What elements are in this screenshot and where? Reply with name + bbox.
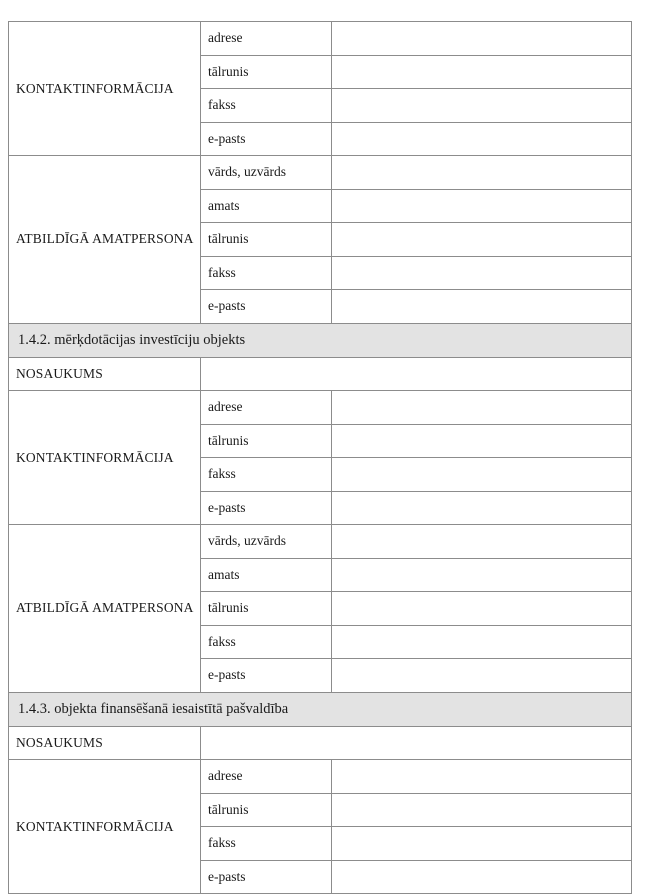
table-row <box>9 22 632 56</box>
field-label-talrunis: tālrunis <box>201 223 332 257</box>
field-label-talrunis: tālrunis <box>201 793 332 827</box>
group-label-kontaktinformacija: KONTAKTINFORMĀCIJA <box>9 391 201 525</box>
form-table-body <box>9 22 632 894</box>
field-label-talrunis: tālrunis <box>201 592 332 626</box>
table-row <box>9 391 632 425</box>
field-value-e-pasts[interactable] <box>332 290 632 324</box>
field-label-e-pasts: e-pasts <box>201 860 332 894</box>
field-label-adrese: adrese <box>201 760 332 794</box>
group-label-atbildiga-amatpersona: ATBILDĪGĀ AMATPERSONA <box>9 156 201 324</box>
field-label-nosaukums: NOSAUKUMS <box>9 357 201 391</box>
field-label-talrunis: tālrunis <box>201 55 332 89</box>
field-value-fakss[interactable] <box>332 89 632 123</box>
group-label-kontaktinformacija: KONTAKTINFORMĀCIJA <box>9 22 201 156</box>
field-value-talrunis[interactable] <box>332 424 632 458</box>
investment-object-form-table <box>8 21 632 894</box>
field-value-fakss[interactable] <box>332 625 632 659</box>
field-value-fakss[interactable] <box>332 256 632 290</box>
field-value-talrunis[interactable] <box>332 223 632 257</box>
field-value-amats[interactable] <box>332 189 632 223</box>
field-label-fakss: fakss <box>201 827 332 861</box>
field-label-fakss: fakss <box>201 625 332 659</box>
field-value-nosaukums[interactable] <box>201 726 632 760</box>
table-row <box>9 726 632 760</box>
field-value-fakss[interactable] <box>332 827 632 861</box>
field-value-talrunis[interactable] <box>332 793 632 827</box>
field-label-e-pasts: e-pasts <box>201 122 332 156</box>
section-heading-1-4-2: 1.4.2. mērķdotācijas investīciju objekts <box>9 323 632 357</box>
field-label-e-pasts: e-pasts <box>201 491 332 525</box>
field-value-fakss[interactable] <box>332 458 632 492</box>
field-value-nosaukums[interactable] <box>201 357 632 391</box>
field-value-amats[interactable] <box>332 558 632 592</box>
section-heading-row <box>9 323 632 357</box>
field-value-talrunis[interactable] <box>332 592 632 626</box>
field-label-nosaukums: NOSAUKUMS <box>9 726 201 760</box>
field-value-e-pasts[interactable] <box>332 122 632 156</box>
field-label-vards-uzvards: vārds, uzvārds <box>201 525 332 559</box>
field-label-talrunis: tālrunis <box>201 424 332 458</box>
group-label-atbildiga-amatpersona: ATBILDĪGĀ AMATPERSONA <box>9 525 201 693</box>
table-row <box>9 760 632 794</box>
field-label-vards-uzvards: vārds, uzvārds <box>201 156 332 190</box>
section-heading-1-4-3: 1.4.3. objekta finansēšanā iesaistītā pašvaldība <box>9 692 632 726</box>
group-label-kontaktinformacija: KONTAKTINFORMĀCIJA <box>9 760 201 894</box>
section-heading-row <box>9 692 632 726</box>
field-value-adrese[interactable] <box>332 760 632 794</box>
field-label-adrese: adrese <box>201 22 332 56</box>
field-value-adrese[interactable] <box>332 391 632 425</box>
field-value-vards-uzvards[interactable] <box>332 525 632 559</box>
field-label-amats: amats <box>201 558 332 592</box>
field-label-fakss: fakss <box>201 458 332 492</box>
field-value-e-pasts[interactable] <box>332 491 632 525</box>
field-label-amats: amats <box>201 189 332 223</box>
field-value-adrese[interactable] <box>332 22 632 56</box>
field-value-e-pasts[interactable] <box>332 860 632 894</box>
field-value-talrunis[interactable] <box>332 55 632 89</box>
field-label-fakss: fakss <box>201 256 332 290</box>
field-label-e-pasts: e-pasts <box>201 659 332 693</box>
field-label-adrese: adrese <box>201 391 332 425</box>
field-value-e-pasts[interactable] <box>332 659 632 693</box>
table-row <box>9 525 632 559</box>
table-row <box>9 357 632 391</box>
field-label-fakss: fakss <box>201 89 332 123</box>
field-label-e-pasts: e-pasts <box>201 290 332 324</box>
table-row <box>9 156 632 190</box>
field-value-vards-uzvards[interactable] <box>332 156 632 190</box>
